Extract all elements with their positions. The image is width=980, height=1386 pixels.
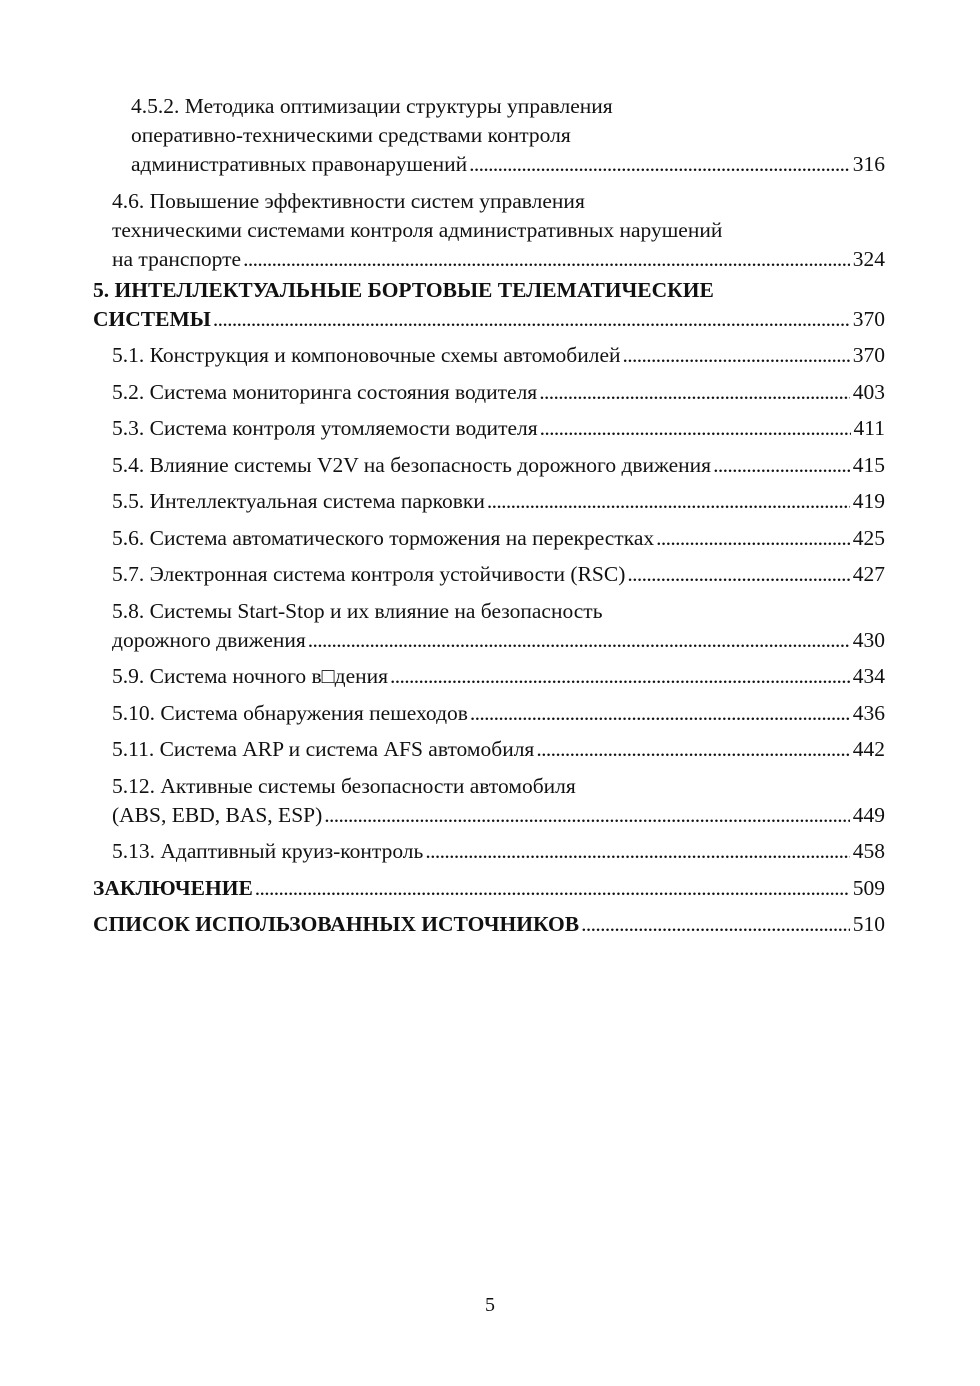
- toc-entry: [93, 662, 885, 691]
- toc-entry-title: 5.6. Система автоматического торможения на перекрестках: [112, 525, 655, 550]
- table-of-contents: [93, 92, 885, 939]
- toc-entry: [93, 378, 885, 407]
- toc-entry-title: 5.2. Система мониторинга состояния водителя: [112, 379, 538, 404]
- toc-entry: [93, 276, 885, 334]
- toc-entry-title: 5.5. Интеллектуальная система парковки: [112, 489, 485, 513]
- toc-entry-line: [112, 378, 885, 407]
- toc-entry-page-number: 403: [852, 379, 885, 404]
- toc-entry-title: СПИСОК ИСПОЛЬЗОВАННЫХ ИСТОЧНИКОВ: [93, 912, 580, 936]
- toc-entry-page-number: 458: [852, 839, 885, 863]
- dot-leader: [539, 378, 850, 407]
- toc-entry-title: (ABS, EBD, BAS, ESP): [112, 802, 323, 827]
- toc-entry-title-line: оперативно-техническими средствами контроля: [131, 123, 571, 147]
- dot-leader: [390, 662, 850, 691]
- toc-entry-page-number: 324: [852, 246, 885, 271]
- toc-entry-line: [93, 874, 885, 903]
- dot-leader: [656, 524, 850, 553]
- dot-leader: [213, 305, 850, 334]
- toc-entry-page-number: 316: [852, 152, 885, 176]
- toc-entry-line: [112, 560, 885, 589]
- toc-entry-title: административных правонарушений: [131, 152, 468, 176]
- toc-entry: [93, 187, 885, 274]
- toc-entry-line: [112, 801, 885, 830]
- dot-leader: [623, 341, 850, 370]
- toc-entry-page-number: 370: [852, 343, 885, 367]
- toc-entry-title: 5.9. Система ночного в□дения: [112, 664, 389, 688]
- toc-entry-title: 5.11. Система ARP и система AFS автомобиля: [112, 737, 535, 761]
- toc-entry-page-number: 510: [852, 912, 885, 936]
- toc-entry-title: дорожного движения: [112, 627, 306, 652]
- page-number: 5: [485, 1294, 495, 1316]
- toc-entry-page-number: 419: [852, 489, 885, 513]
- toc-entry-line: [112, 245, 885, 274]
- toc-entry-page-number: 411: [853, 416, 885, 440]
- toc-entry-page-number: 430: [852, 627, 885, 652]
- toc-entry: [93, 874, 885, 903]
- toc-entry-title-line: техническими системами контроля административных нарушений: [112, 217, 723, 242]
- toc-entry-title: 5.1. Конструкция и компоновочные схемы автомобилей: [112, 343, 621, 367]
- toc-entry-line: [112, 451, 885, 480]
- toc-entry: [93, 699, 885, 728]
- dot-leader: [536, 735, 849, 764]
- dot-leader: [470, 699, 850, 728]
- dot-leader: [308, 626, 850, 655]
- toc-entry-title: на транспорте: [112, 246, 242, 271]
- dot-leader: [627, 560, 849, 589]
- toc-entry: [93, 341, 885, 370]
- toc-entry: [93, 524, 885, 553]
- toc-entry-page-number: 425: [852, 525, 885, 550]
- toc-entry-page-number: 509: [852, 875, 885, 900]
- toc-entry-title: 5.13. Адаптивный круиз-контроль: [112, 839, 424, 863]
- toc-entry-title: ЗАКЛЮЧЕНИЕ: [93, 875, 253, 900]
- dot-leader: [425, 837, 849, 866]
- toc-entry-page-number: 427: [852, 562, 885, 586]
- toc-entry-title-line: 4.5.2. Методика оптимизации структуры управления: [131, 94, 613, 118]
- dot-leader: [469, 150, 850, 179]
- toc-entry-line: [112, 837, 885, 866]
- dot-leader: [243, 245, 850, 274]
- toc-entry-title-line: 5.8. Системы Start-Stop и их влияние на безопасность: [112, 598, 603, 623]
- toc-entry-title-line: 4.6. Повышение эффективности систем управления: [112, 188, 585, 213]
- toc-entry-line: [112, 735, 885, 764]
- toc-entry: [93, 735, 885, 764]
- toc-entry-line: [112, 699, 885, 728]
- toc-entry-title: 5.3. Система контроля утомляемости водителя: [112, 416, 538, 440]
- toc-entry-title: 5.4. Влияние системы V2V на безопасность дорожного движения: [112, 452, 712, 477]
- dot-leader: [255, 874, 850, 903]
- dot-leader: [487, 487, 850, 516]
- toc-entry-page-number: 436: [852, 700, 885, 725]
- toc-entry-line: [131, 150, 885, 179]
- dot-leader: [324, 801, 849, 830]
- toc-entry: [93, 487, 885, 516]
- toc-entry-title: 5.10. Система обнаружения пешеходов: [112, 700, 468, 725]
- toc-entry-page-number: 442: [852, 737, 885, 761]
- toc-entry-page-number: 370: [852, 306, 885, 331]
- toc-entry-line: [112, 524, 885, 553]
- dot-leader: [713, 451, 850, 480]
- toc-entry-line: [112, 341, 885, 370]
- toc-entry: [93, 560, 885, 589]
- toc-entry: [93, 597, 885, 655]
- toc-entry-title-line: 5. ИНТЕЛЛЕКТУАЛЬНЫЕ БОРТОВЫЕ ТЕЛЕМАТИЧЕСКИЕ: [93, 277, 714, 302]
- toc-entry-line: [112, 414, 885, 443]
- toc-entry: [93, 772, 885, 830]
- toc-entry: [93, 92, 885, 179]
- toc-entry: [93, 451, 885, 480]
- toc-entry-title: 5.7. Электронная система контроля устойчивости (RSC): [112, 562, 626, 586]
- toc-entry-title: СИСТЕМЫ: [93, 306, 211, 331]
- toc-entry-line: [93, 305, 885, 334]
- toc-entry-page-number: 434: [852, 664, 885, 688]
- toc-entry: [93, 414, 885, 443]
- toc-entry-line: [112, 626, 885, 655]
- toc-entry-page-number: 415: [852, 452, 885, 477]
- toc-entry-title-line: 5.12. Активные системы безопасности автомобиля: [112, 773, 576, 798]
- toc-entry-page-number: 449: [852, 802, 885, 827]
- toc-entry-line: [112, 487, 885, 516]
- dot-leader: [540, 414, 851, 443]
- toc-entry: [93, 910, 885, 939]
- toc-entry-line: [112, 662, 885, 691]
- dot-leader: [581, 910, 850, 939]
- toc-entry: [93, 837, 885, 866]
- toc-entry-line: [93, 910, 885, 939]
